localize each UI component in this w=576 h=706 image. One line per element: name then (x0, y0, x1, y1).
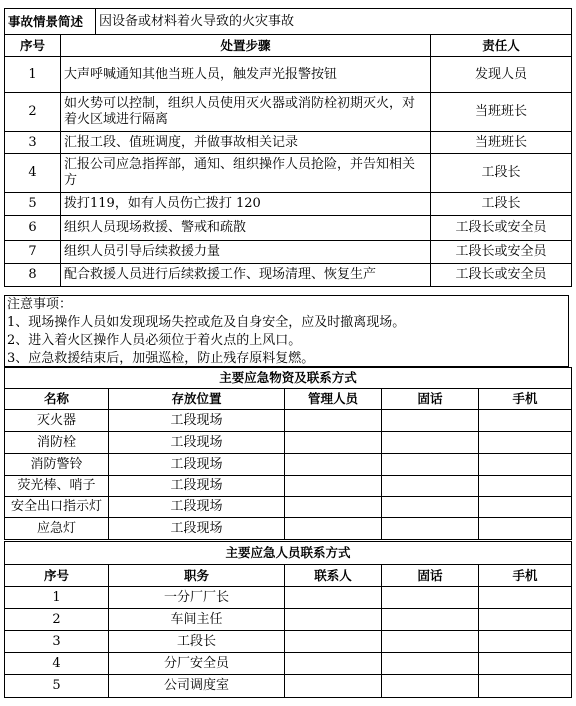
step-owner: 工段长或安全员 (431, 264, 572, 287)
step-no: 5 (5, 193, 61, 216)
contact-mobile (479, 609, 572, 631)
materials-title: 主要应急物资及联系方式 (5, 368, 572, 389)
step-owner: 工段长或安全员 (431, 241, 572, 264)
step-text: 如火势可以控制，组织人员使用灭火器或消防栓初期灭火，对着火区域进行隔离 (61, 93, 431, 132)
header-no: 序号 (5, 565, 109, 587)
contact-position: 车间主任 (109, 609, 285, 631)
step-no: 6 (5, 216, 61, 241)
header-manager: 管理人员 (285, 389, 382, 410)
table-row (5, 497, 572, 518)
note-item: 2、进入着火区操作人员必须位于着火点的上风口。 (7, 333, 302, 348)
header-name: 名称 (5, 389, 109, 410)
step-no: 3 (5, 132, 61, 154)
header-owner: 责任人 (431, 35, 572, 57)
material-location: 工段现场 (109, 454, 285, 476)
material-name: 应急灯 (5, 518, 109, 540)
table-row (5, 410, 572, 432)
material-mobile (479, 454, 572, 476)
material-manager (285, 497, 382, 518)
header-landline: 固话 (382, 565, 479, 587)
table-row (5, 57, 572, 93)
material-mobile (479, 432, 572, 454)
contact-position: 工段长 (109, 631, 285, 653)
table-row (5, 631, 572, 653)
contact-no: 5 (5, 675, 109, 698)
contact-person (285, 675, 382, 698)
table-row (5, 93, 572, 132)
step-no: 8 (5, 264, 61, 287)
table-row (5, 432, 572, 454)
contact-mobile (479, 587, 572, 609)
table-row (5, 264, 572, 287)
step-text: 拨打119，如有人员伤亡拨打 120 (61, 193, 431, 216)
step-owner: 当班班长 (431, 132, 572, 154)
material-landline (382, 497, 479, 518)
contact-mobile (479, 653, 572, 675)
contact-no: 1 (5, 587, 109, 609)
table-row (5, 454, 572, 476)
step-no: 7 (5, 241, 61, 264)
step-owner: 发现人员 (431, 57, 572, 93)
material-manager (285, 410, 382, 432)
steps-header-row (5, 35, 572, 57)
table-row (5, 216, 572, 241)
summary-row (5, 9, 572, 35)
header-mobile: 手机 (479, 389, 572, 410)
contact-no: 3 (5, 631, 109, 653)
table-row (5, 193, 572, 216)
material-mobile (479, 497, 572, 518)
contact-landline (382, 653, 479, 675)
material-name: 安全出口指示灯 (5, 497, 109, 518)
step-owner: 工段长 (431, 154, 572, 193)
material-landline (382, 410, 479, 432)
contact-landline (382, 675, 479, 698)
table-row (5, 653, 572, 675)
material-name: 灭火器 (5, 410, 109, 432)
contacts-table (4, 541, 572, 698)
note-item: 3、应急救援结束后，加强巡检，防止残存原料复燃。 (7, 351, 315, 366)
header-position: 职务 (109, 565, 285, 587)
material-manager (285, 518, 382, 540)
table-row (5, 609, 572, 631)
material-mobile (479, 476, 572, 497)
contact-position: 一分厂厂长 (109, 587, 285, 609)
material-name: 消防栓 (5, 432, 109, 454)
table-row (5, 476, 572, 497)
summary-text: 因设备或材料着火导致的火灾事故 (96, 9, 572, 35)
contacts-header-row (5, 565, 572, 587)
header-landline: 固话 (382, 389, 479, 410)
header-contact: 联系人 (285, 565, 382, 587)
table-row (5, 675, 572, 698)
step-text: 组织人员引导后续救援力量 (61, 241, 431, 264)
step-no: 1 (5, 57, 61, 93)
notes-title: 注意事项： (7, 297, 73, 312)
material-name: 消防警铃 (5, 454, 109, 476)
material-landline (382, 518, 479, 540)
contact-person (285, 631, 382, 653)
contact-person (285, 609, 382, 631)
step-no: 2 (5, 93, 61, 132)
table-row (5, 132, 572, 154)
contact-no: 4 (5, 653, 109, 675)
note-item: 1、现场操作人员如发现现场失控或危及自身安全，应及时撤离现场。 (7, 315, 406, 330)
table-row (5, 518, 572, 540)
step-owner: 工段长 (431, 193, 572, 216)
contact-no: 2 (5, 609, 109, 631)
step-owner: 当班班长 (431, 93, 572, 132)
notes-section (4, 295, 569, 367)
table-row (5, 241, 572, 264)
contact-landline (382, 609, 479, 631)
contact-mobile (479, 675, 572, 698)
material-mobile (479, 518, 572, 540)
step-text: 汇报公司应急指挥部，通知、组织操作人员抢险，并告知相关方 (61, 154, 431, 193)
material-location: 工段现场 (109, 497, 285, 518)
material-landline (382, 454, 479, 476)
material-manager (285, 476, 382, 497)
step-text: 大声呼喊通知其他当班人员，触发声光报警按钮 (61, 57, 431, 93)
step-no: 4 (5, 154, 61, 193)
material-location: 工段现场 (109, 432, 285, 454)
material-name: 荧光棒、哨子 (5, 476, 109, 497)
disposal-steps-table (4, 8, 572, 287)
materials-table (4, 367, 572, 540)
contact-person (285, 653, 382, 675)
step-text: 汇报工段、值班调度，并做事故相关记录 (61, 132, 431, 154)
material-location: 工段现场 (109, 410, 285, 432)
material-manager (285, 454, 382, 476)
contact-landline (382, 631, 479, 653)
header-step: 处置步骤 (61, 35, 431, 57)
summary-label: 事故情景简述 (5, 9, 96, 35)
step-owner: 工段长或安全员 (431, 216, 572, 241)
material-mobile (479, 410, 572, 432)
table-row (5, 154, 572, 193)
header-mobile: 手机 (479, 565, 572, 587)
material-location: 工段现场 (109, 476, 285, 497)
material-landline (382, 476, 479, 497)
contact-position: 公司调度室 (109, 675, 285, 698)
header-no: 序号 (5, 35, 61, 57)
contact-person (285, 587, 382, 609)
contacts-title: 主要应急人员联系方式 (5, 542, 572, 565)
header-location: 存放位置 (109, 389, 285, 410)
table-row (5, 587, 572, 609)
contact-position: 分厂安全员 (109, 653, 285, 675)
materials-header-row (5, 389, 572, 410)
material-manager (285, 432, 382, 454)
material-location: 工段现场 (109, 518, 285, 540)
material-landline (382, 432, 479, 454)
contact-mobile (479, 631, 572, 653)
contact-landline (382, 587, 479, 609)
step-text: 组织人员现场救援、警戒和疏散 (61, 216, 431, 241)
step-text: 配合救援人员进行后续救援工作、现场清理、恢复生产 (61, 264, 431, 287)
